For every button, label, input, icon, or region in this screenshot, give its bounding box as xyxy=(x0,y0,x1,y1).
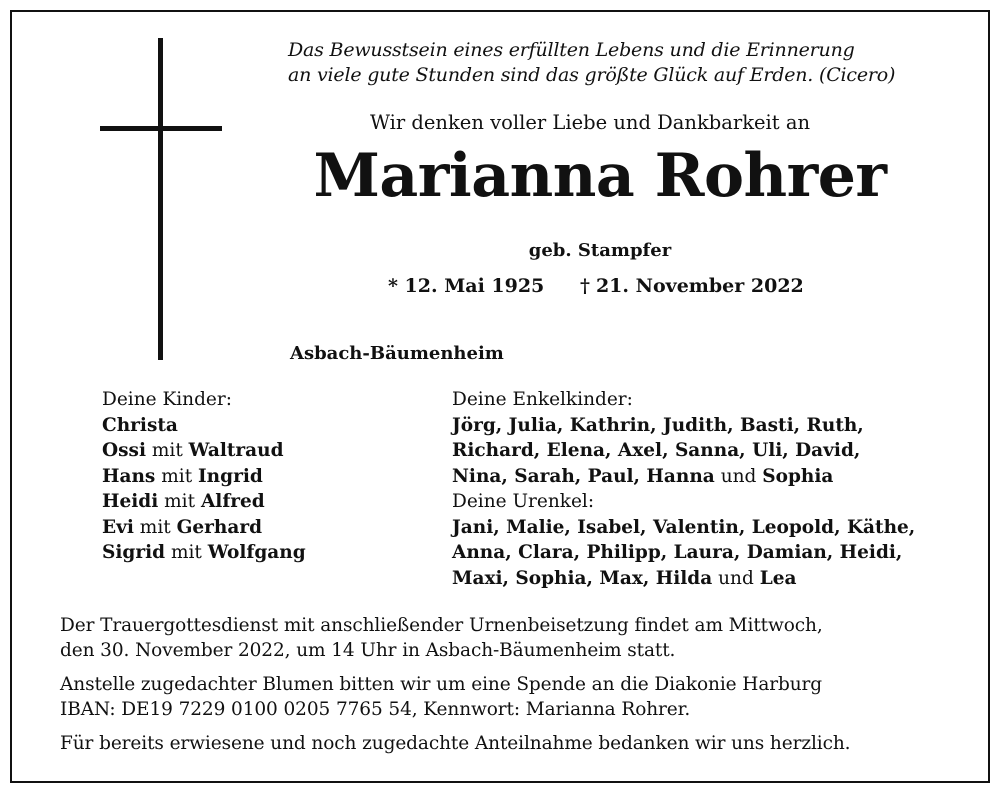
great-grandchildren-names: Lea xyxy=(759,567,797,589)
birth-date: * 12. Mai 1925 xyxy=(388,275,545,297)
grandchildren-heading: Deine Enkelkinder: xyxy=(452,389,633,410)
cross-vertical-bar xyxy=(158,38,163,360)
partner-name: Alfred xyxy=(200,491,265,512)
quote xyxy=(288,38,928,88)
grandchildren-line-3 xyxy=(452,464,972,490)
child-name: Hans xyxy=(102,465,156,487)
grandchildren-names: Jörg, Julia, Kathrin, Judith, Basti, Ruth, xyxy=(452,414,864,436)
donation-info xyxy=(60,672,960,722)
thanks-line: Für bereits erwiesene und noch zugedachte Anteilnahme bedanken wir uns herzlich. xyxy=(60,733,851,754)
grandchildren-names: Nina, Sarah, Paul, Hanna xyxy=(452,465,715,487)
list-item xyxy=(102,540,422,566)
grandchildren-line-2 xyxy=(452,438,972,464)
connector: mit xyxy=(139,516,171,538)
place: Asbach-Bäumenheim xyxy=(290,343,504,364)
quote-line-1: Das Bewusstsein eines erfüllten Lebens und die Erinnerung xyxy=(288,39,855,61)
great-grandchildren-names: Jani, Malie, Isabel, Valentin, Leopold, Käthe, xyxy=(452,516,916,538)
partner-name: Ingrid xyxy=(198,465,263,487)
child-name: Sigrid xyxy=(102,542,166,563)
death-date-line xyxy=(580,275,804,297)
connector: mit xyxy=(161,465,193,487)
list-item xyxy=(102,489,422,515)
connector: mit xyxy=(151,440,183,461)
service-line-1: Der Trauergottesdienst mit anschließender Urnenbeisetzung findet am Mittwoch, xyxy=(60,615,823,636)
donation-line-2: IBAN: DE19 7229 0100 0205 7765 54, Kennwort: Marianna Rohrer. xyxy=(60,699,691,720)
great-grandchildren-names: Maxi, Sophia, Max, Hilda xyxy=(452,567,713,589)
list-item xyxy=(102,515,422,541)
thanks-info xyxy=(60,731,960,756)
list-item xyxy=(102,438,422,464)
death-date: 21. November 2022 xyxy=(595,275,804,297)
partner-name: Waltraud xyxy=(188,440,284,461)
quote-line-2: an viele gute Stunden sind das größte Glück auf Erden. (Cicero) xyxy=(288,64,896,86)
donation-line-1: Anstelle zugedachter Blumen bitten wir um eine Spende an die Diakonie Harburg xyxy=(60,674,823,695)
great-grandchildren-line-1 xyxy=(452,515,972,541)
list-item xyxy=(102,413,422,439)
grandchildren-names: Sophia xyxy=(762,465,834,487)
deceased-name: Marianna Rohrer xyxy=(313,141,887,211)
great-grandchildren-line-3 xyxy=(452,566,972,592)
partner-name: Gerhard xyxy=(176,516,263,538)
connector: mit xyxy=(164,491,196,512)
child-name: Christa xyxy=(102,414,178,436)
child-name: Ossi xyxy=(102,440,146,461)
cross-horizontal-bar xyxy=(100,126,222,131)
maiden-name: geb. Stampfer xyxy=(528,240,672,261)
grandchildren-list xyxy=(452,387,972,591)
children-heading: Deine Kinder: xyxy=(102,389,232,410)
partner-name: Wolfgang xyxy=(207,542,306,563)
children-list xyxy=(102,387,422,566)
grandchildren-line-1 xyxy=(452,413,972,439)
connector: und xyxy=(720,465,757,487)
service-info xyxy=(60,613,960,663)
grandchildren-names: Richard, Elena, Axel, Sanna, Uli, David, xyxy=(452,440,861,461)
service-line-2: den 30. November 2022, um 14 Uhr in Asbach-Bäumenheim statt. xyxy=(60,640,676,661)
connector: und xyxy=(718,567,754,589)
connector: mit xyxy=(170,542,202,563)
great-grandchildren-heading: Deine Urenkel: xyxy=(452,491,595,512)
dagger-icon: † xyxy=(580,275,590,297)
list-item xyxy=(102,464,422,490)
great-grandchildren-line-2 xyxy=(452,540,972,566)
intro-text: Wir denken voller Liebe und Dankbarkeit an xyxy=(369,111,811,134)
great-grandchildren-names: Anna, Clara, Philipp, Laura, Damian, Heidi, xyxy=(452,542,903,563)
child-name: Evi xyxy=(102,516,134,538)
child-name: Heidi xyxy=(102,491,159,512)
